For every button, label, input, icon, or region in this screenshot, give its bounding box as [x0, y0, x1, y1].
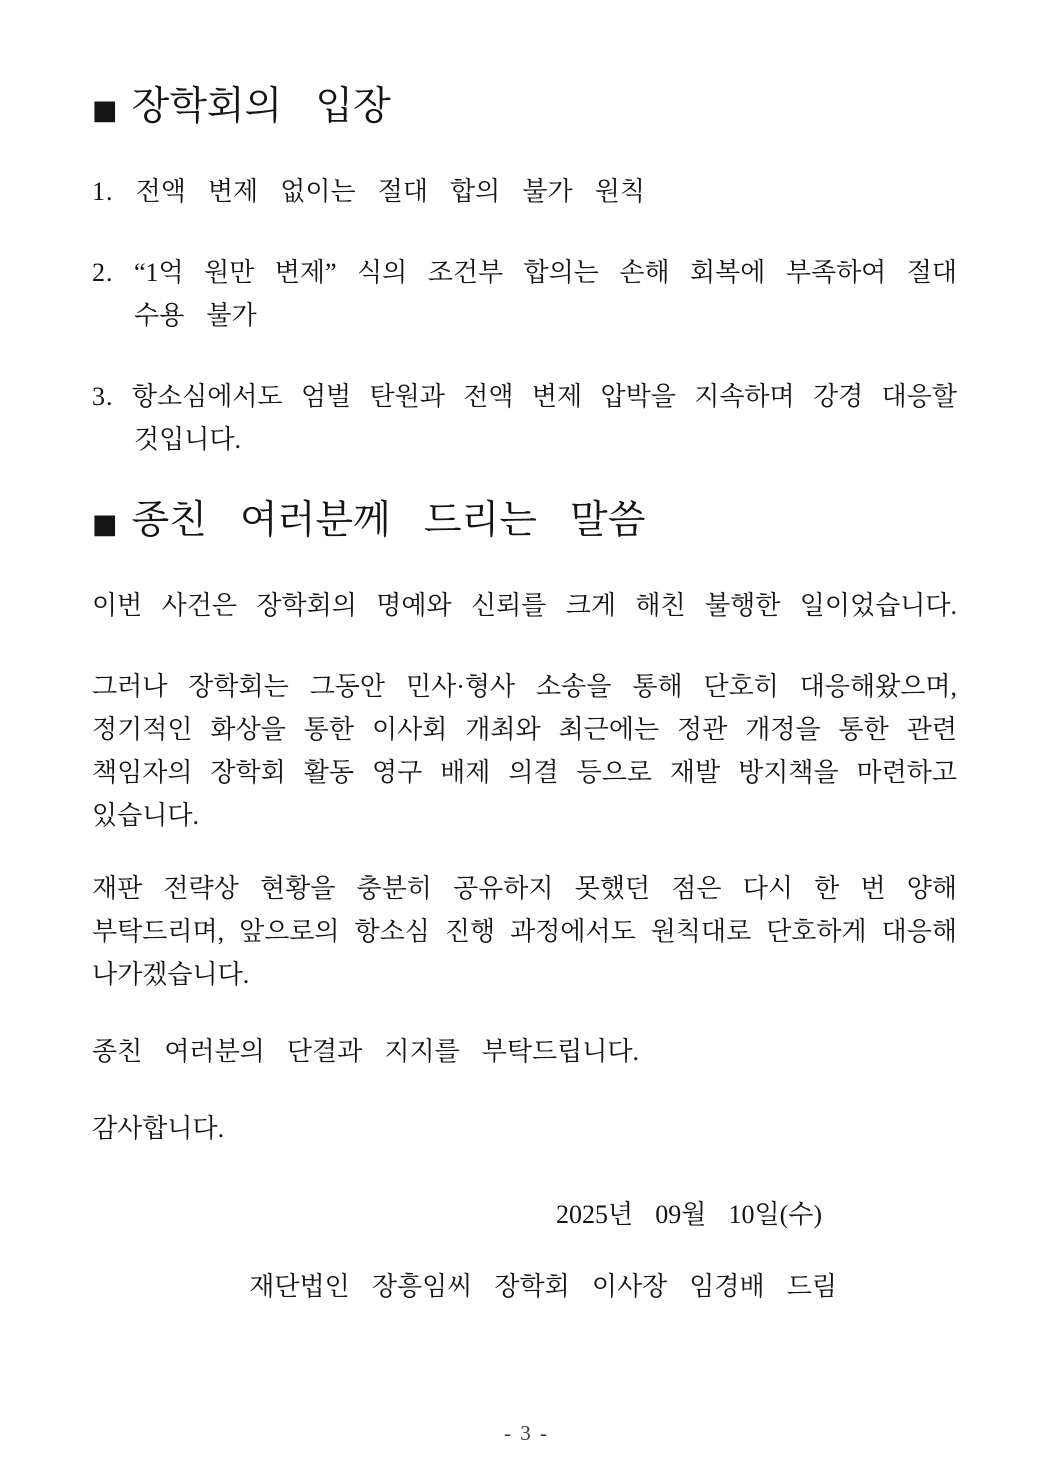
- statement-heading: [92, 85, 957, 132]
- message-section: [92, 499, 957, 1150]
- message-heading-text: 종친 여러분께 드리는 말씀: [131, 499, 646, 542]
- paragraph-line: 책임자의 장학회 활동 영구 배제 의결 등으로 재발 방지책을 마련하고: [92, 758, 957, 787]
- date-line: 2025년 09월 10일(수): [556, 1200, 822, 1229]
- statement-item-1: [92, 170, 957, 213]
- item-number: 3.: [92, 382, 114, 411]
- statement-item-3: [92, 375, 957, 461]
- message-heading: [92, 499, 957, 546]
- item-text: 것입니다.: [134, 425, 241, 454]
- black-square-bullet-icon: ■: [92, 95, 118, 126]
- paragraph-line: 부탁드리며, 앞으로의 항소심 진행 과정에서도 원칙대로 단호하게 대응해: [92, 917, 957, 946]
- paragraph-appeal: [92, 867, 957, 996]
- signature-line: 재단법인 장흥임씨 장학회 이사장 임경배 드림: [249, 1272, 837, 1301]
- page-number-footer: - 3 -: [504, 1421, 549, 1445]
- item-line: [92, 375, 957, 418]
- statement-section: [92, 85, 957, 461]
- item-text: 전액 변제 없이는 절대 합의 불가 원칙: [135, 177, 645, 206]
- item-line: [92, 170, 957, 213]
- black-square-bullet-icon: ■: [92, 509, 118, 540]
- paragraph-line: 감사합니다.: [92, 1114, 225, 1143]
- item-text: “1억 원만 변제” 식의 조건부 합의는 손해 회복에 부족하여 절대: [133, 258, 957, 287]
- paragraph-response: [92, 665, 957, 837]
- statement-heading-text: 장학회의 입장: [131, 85, 391, 128]
- item-line: [92, 418, 957, 461]
- paragraph-thanks: [92, 1107, 957, 1150]
- item-number: 2.: [92, 258, 114, 287]
- item-line: [92, 294, 957, 337]
- paragraph-line: 재판 전략상 현황을 충분히 공유하지 못했던 점은 다시 한 번 양해: [92, 874, 957, 903]
- paragraph-line: 나가겠습니다.: [92, 960, 250, 989]
- closing-section: [92, 1193, 957, 1308]
- paragraph-incident: [92, 584, 957, 627]
- statement-item-2: [92, 251, 957, 337]
- paragraph-line: 정기적인 화상을 통한 이사회 개최와 최근에는 정관 개정을 통한 관련: [92, 715, 957, 744]
- item-text: 항소심에서도 엄벌 탄원과 전액 변제 압박을 지속하며 강경 대응할: [131, 382, 957, 411]
- item-line: [92, 251, 957, 294]
- item-number: 1.: [92, 177, 114, 206]
- paragraph-line: 있습니다.: [92, 801, 199, 830]
- paragraph-line: 이번 사건은 장학회의 명예와 신뢰를 크게 해친 불행한 일이었습니다.: [92, 591, 957, 620]
- paragraph-line: 종친 여러분의 단결과 지지를 부탁드립니다.: [92, 1037, 639, 1066]
- item-text: 수용 불가: [134, 301, 257, 330]
- paragraph-support: [92, 1030, 957, 1073]
- paragraph-line: 그러나 장학회는 그동안 민사·형사 소송을 통해 단호히 대응해왔으며,: [92, 672, 957, 701]
